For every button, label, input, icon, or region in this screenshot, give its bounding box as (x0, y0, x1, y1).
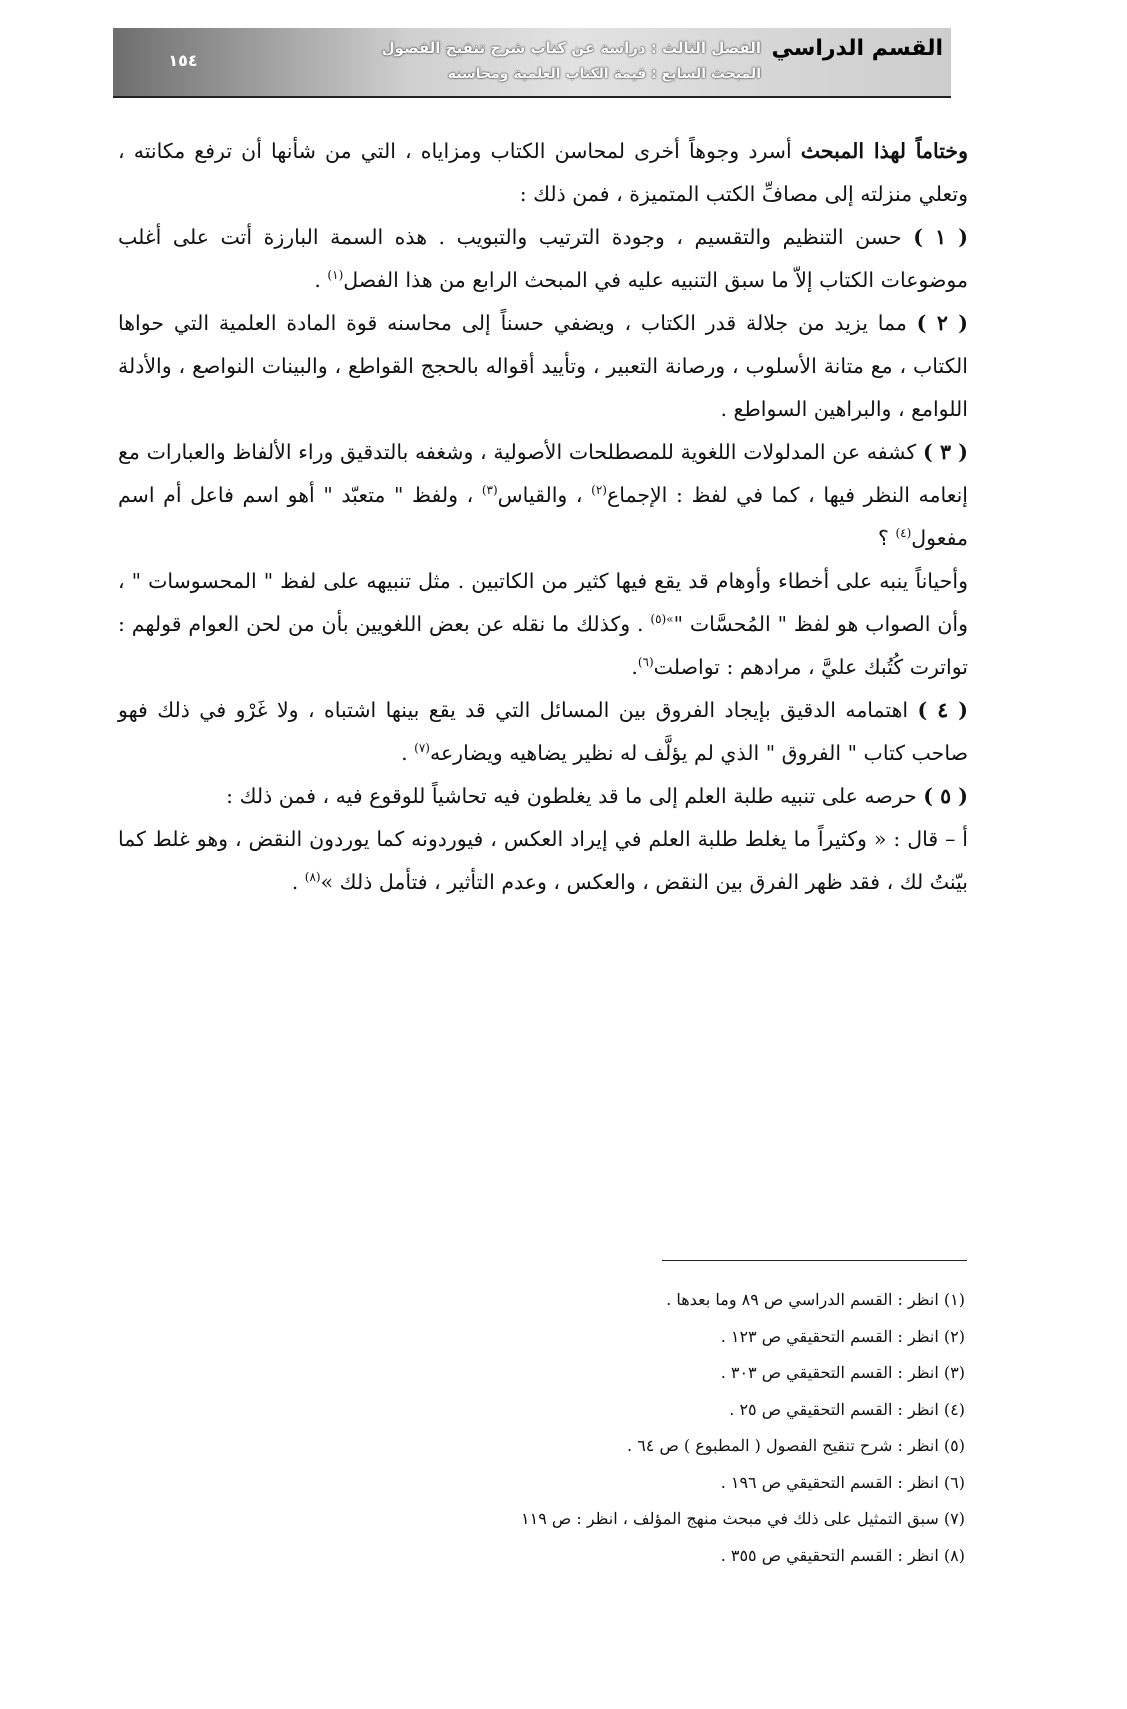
paragraph-tail: . (401, 741, 415, 765)
paragraph-point-2 (118, 302, 968, 431)
footnote-item: (٦) انظر : القسم التحقيقي ص ١٩٦ . (720, 1472, 965, 1492)
header-section-title: القسم الدراسي (771, 36, 943, 61)
point-number: ( ٢ ) (916, 311, 968, 335)
footnote-item: (٧) سبق التمثيل على ذلك في مبحث منهج المؤلف ، انظر : ص ١١٩ (521, 1509, 965, 1528)
paragraph-tail: . (314, 268, 328, 292)
page-number: ١٥٤ (168, 51, 198, 70)
footnote-ref[interactable]: (٤) (895, 526, 912, 541)
paragraph-text: . (631, 655, 638, 679)
paragraph-text: ؟ (878, 526, 896, 550)
point-number: ( ١ ) (913, 225, 968, 249)
paragraph-text: ، ولفظ " متعبّد " أهو اسم فاعل أم اسم مفعول (118, 483, 968, 550)
paragraph-text: مما يزيد من جلالة قدر الكتاب ، ويضفي حسناً إلى محاسنه قوة المادة العلمية التي حواها الكتاب ، مع متانة الأسلوب ، ورصانة التعبير ، وتأييد أقواله بالحجج القواطع ، والبينات النواصع ، والأدلة اللوامع ، والبراهين السواطع . (118, 311, 968, 421)
footnote-ref[interactable]: (٧) (414, 741, 430, 756)
footnote-separator (662, 1260, 967, 1261)
footnote-ref[interactable]: (٢) (591, 483, 607, 498)
paragraph-text: كشفه عن المدلولات اللغوية للمصطلحات الأصولية ، وشغفه بالتدقيق وراء الألفاظ والعبارات مع إنعامه النظر فيها ، كما في لفظ : الإجماع (118, 440, 968, 507)
paragraph-text: حسن التنظيم والتقسيم ، وجودة الترتيب والتبويب . هذه السمة البارزة أتت على أغلب موضوعات الكتاب إلاّ ما سبق التنبيه عليه في المبحث الرابع من هذا الفصل (118, 225, 968, 292)
paragraph-errors (118, 560, 968, 689)
footnote-item: (٨) انظر : القسم التحقيقي ص ٣٥٥ . (720, 1545, 965, 1565)
point-number: ( ٥ ) (923, 784, 968, 808)
paragraph-text: أسرد وجوهاً أخرى لمحاسن الكتاب ومزاياه ، التي من شأنها أن ترفع مكانته ، وتعلي منزلته إلى مصافِّ الكتب المتميزة ، فمن ذلك : (118, 139, 968, 206)
footnote-ref[interactable]: (٦) (637, 655, 654, 670)
paragraph-tail: . (291, 870, 305, 894)
footnote-ref[interactable]: »(٥) (650, 612, 674, 627)
header-topic-title: المبحث السابع : قيمة الكتاب العلمية ومحاسنه (447, 66, 761, 82)
footnotes (145, 1282, 965, 1574)
paragraph-text: وأحياناً ينبه على أخطاء وأوهام قد يقع فيها كثير من الكاتبين . مثل تنبيهه على لفظ " المحسوسات " ، وأن الصواب هو لفظ " المُحسَّات " (118, 569, 969, 636)
point-number: ( ٣ ) (922, 440, 969, 464)
footnote-item: (٢) انظر : القسم التحقيقي ص ١٢٣ . (720, 1326, 965, 1346)
paragraph-text: . وكذلك ما نقله عن بعض اللغويين بأن من لحن العوام قولهم : تواترت كُتُبك عليَّ ، مرادهم : تواصلت (118, 612, 968, 679)
paragraph-text: حرصه على تنبيه طلبة العلم إلى ما قد يغلطون فيه تحاشياً للوقوع فيه ، فمن ذلك : (226, 784, 924, 808)
footnote-item: (٥) انظر : شرح تنقيح الفصول ( المطبوع ) ص ٦٤ . (627, 1436, 965, 1455)
footnote-ref[interactable]: (٣) (481, 483, 498, 498)
paragraph-lead: وختاماً لهذا المبحث (800, 139, 969, 163)
footnote-item: (٤) انظر : القسم التحقيقي ص ٢٥ . (729, 1399, 965, 1419)
header-chapter-title: الفصل الثالث : دراسة عن كتاب شرح تنقيح الفصول (381, 39, 761, 57)
footnote-item: (٣) انظر : القسم التحقيقي ص ٣٠٣ . (720, 1363, 965, 1382)
running-header (113, 28, 951, 98)
body-text (118, 130, 968, 904)
paragraph-intro (118, 130, 968, 216)
paragraph-text: اهتمامه الدقيق بإيجاد الفروق بين المسائل التي قد يقع بينها اشتباه ، ولا غَرْو في ذلك فهو صاحب كتاب " الفروق " الذي لم يؤلَّف له نظير يضاهيه ويضارعه (118, 698, 968, 765)
paragraph-point-1 (118, 216, 968, 302)
paragraph-quote (118, 818, 968, 904)
footnote-ref[interactable]: (١) (327, 268, 344, 283)
paragraph-point-5 (118, 775, 968, 818)
point-number: ( ٤ ) (917, 698, 968, 722)
paragraph-point-3 (118, 431, 968, 560)
paragraph-text: أ – قال : « وكثيراً ما يغلط طلبة العلم في إيراد العكس ، فيوردونه كما يوردون النقض ، وهو غلط كما بيّنتُ لك ، فقد ظهر الفرق بين النقض ، والعكس ، وعدم التأثير ، فتأمل ذلك » (118, 827, 968, 894)
footnote-ref[interactable]: (٨) (304, 870, 321, 885)
paragraph-text: ، والقياس (497, 483, 592, 507)
paragraph-point-4 (118, 689, 968, 775)
footnote-item: (١) انظر : القسم الدراسي ص ٨٩ وما بعدها . (666, 1290, 965, 1309)
